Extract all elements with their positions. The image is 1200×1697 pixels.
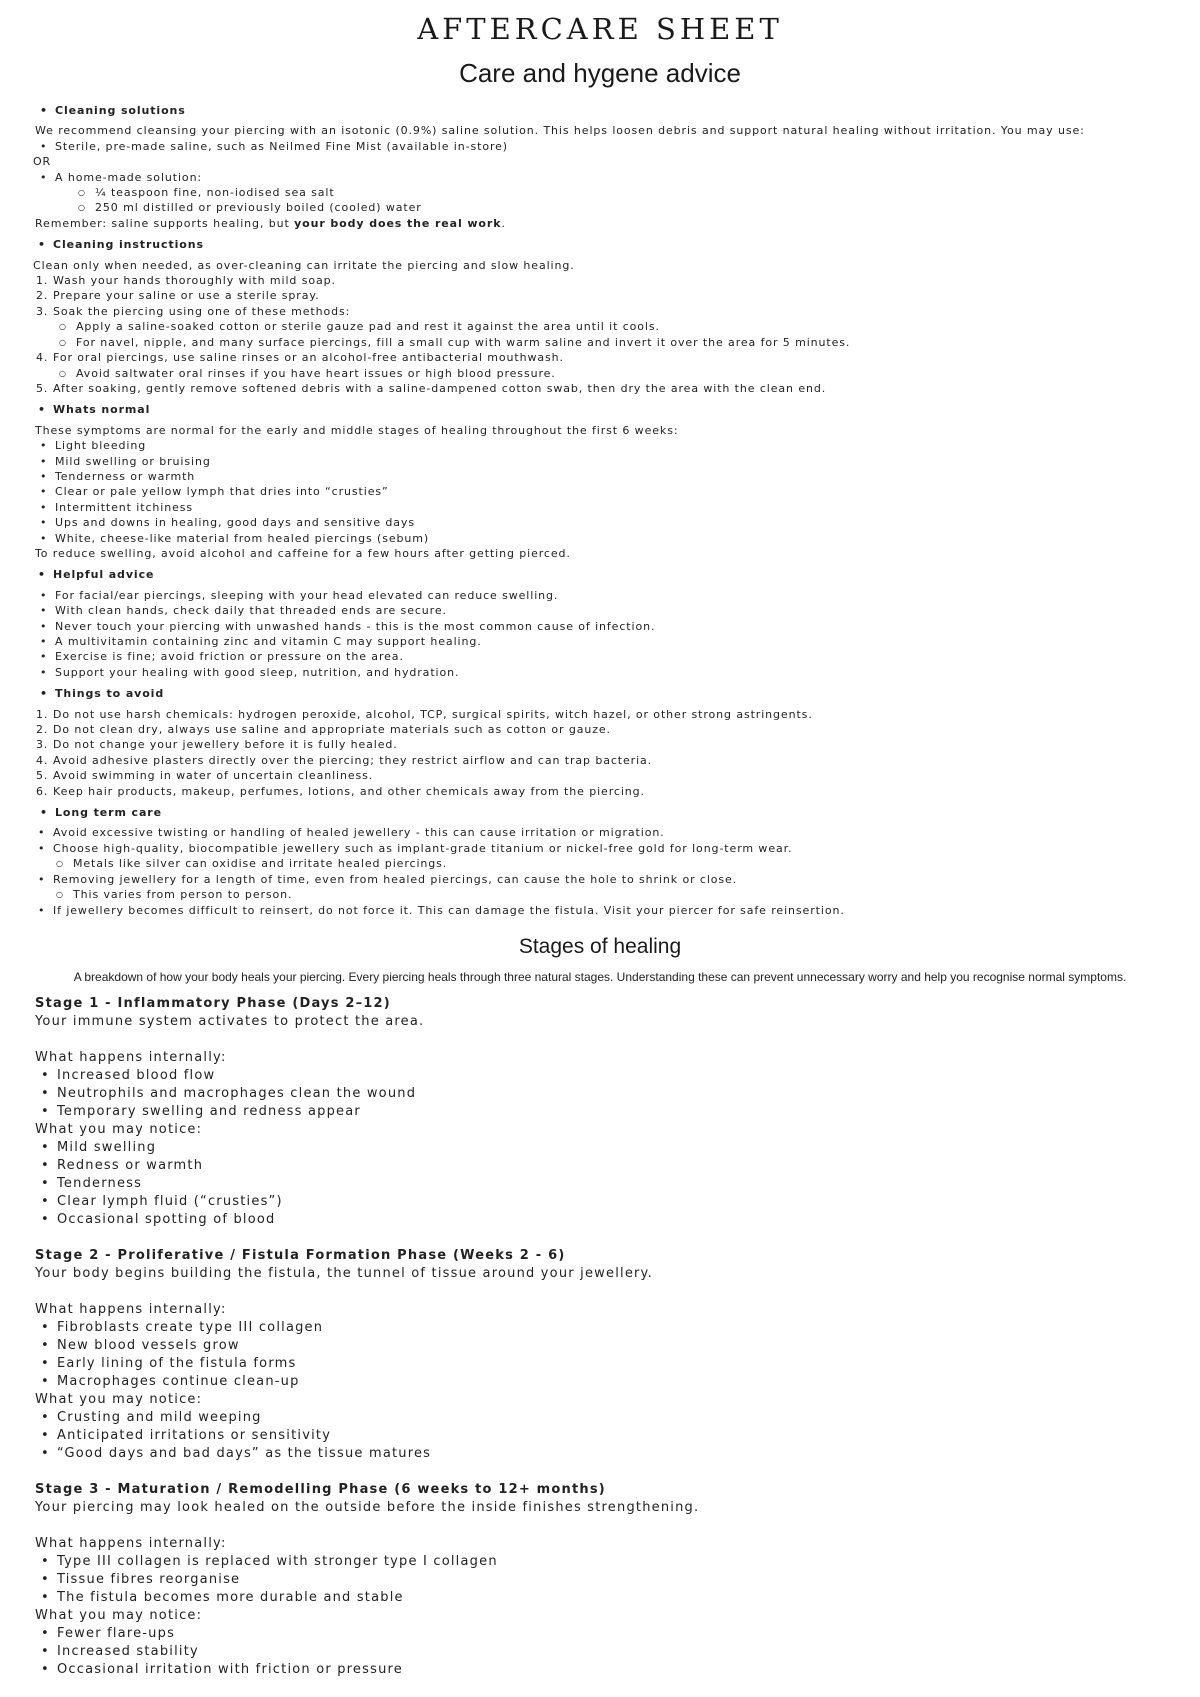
stage-description: Your immune system activates to protect the area. <box>35 1014 425 1029</box>
list-item-text: Choose high-quality, biocompatible jewellery such as implant-grade titanium or nickel-free gold for long-term wear. <box>53 841 793 855</box>
list-item <box>33 872 1175 903</box>
internal-label: What happens internally: <box>35 1302 227 1317</box>
section-cleaning-solutions <box>35 103 1175 231</box>
list-item: • Intermittent itchiness <box>35 500 1175 515</box>
sub-list <box>36 366 1175 381</box>
notice-label: What you may notice: <box>35 1122 203 1137</box>
list-item: • Clear lymph fluid (“crusties”) <box>35 1193 1175 1211</box>
section-heading: • Cleaning solutions <box>35 103 1175 118</box>
list-item: Avoid swimming in water of uncertain cleanliness. <box>53 769 374 783</box>
list-item: • Clear or pale yellow lymph that dries into “crusties” <box>35 484 1175 499</box>
section-whats-normal <box>35 402 1175 561</box>
bullet-list <box>35 170 1175 216</box>
list-item: • Redness or warmth <box>35 1157 1175 1175</box>
notice-label: What you may notice: <box>35 1608 203 1623</box>
list-item-text: Soak the piercing using one of these methods: <box>53 304 351 318</box>
list-item: • Avoid excessive twisting or handling of healed jewellery - this can cause irritation or migration. <box>33 825 1175 840</box>
section-heading: • Whats normal <box>33 402 1175 417</box>
list-item-text: A home-made solution: <box>55 170 203 184</box>
stage-heading: Stage 1 - Inflammatory Phase (Days 2–12) <box>35 996 391 1011</box>
list-item: • Fibroblasts create type III collagen <box>35 1319 1175 1337</box>
list-item: • Tenderness <box>35 1175 1175 1193</box>
sub-list <box>36 319 1175 350</box>
list-item <box>35 350 1175 381</box>
sub-list-item: ○ Metals like silver can oxidise and irritate healed piercings. <box>33 856 1175 871</box>
list-item: Prepare your saline or use a sterile spray. <box>53 289 320 303</box>
list-item: • With clean hands, check daily that threaded ends are secure. <box>35 603 1175 618</box>
list-item: • A multivitamin containing zinc and vitamin C may support healing. <box>35 634 1175 649</box>
sub-list <box>55 185 1175 216</box>
list-item: Do not clean dry, always use saline and appropriate materials such as cotton or gauze. <box>53 723 611 737</box>
notice-list <box>35 1409 1175 1463</box>
section-heading: • Helpful advice <box>33 567 1175 582</box>
list-item: • Crusting and mild weeping <box>35 1409 1175 1427</box>
sub-list-item: ○ ¼ teaspoon fine, non-iodised sea salt <box>55 185 1175 200</box>
section-heading: • Cleaning instructions <box>33 237 1175 252</box>
internal-list <box>35 1067 1175 1121</box>
list-item: • Temporary swelling and redness appear <box>35 1103 1175 1121</box>
bullet-list <box>35 588 1175 680</box>
sub-list-item: ○ This varies from person to person. <box>33 887 1175 902</box>
stage-description: Your body begins building the fistula, the tunnel of tissue around your jewellery. <box>35 1266 653 1281</box>
list-item: Do not use harsh chemicals: hydrogen peroxide, alcohol, TCP, surgical spirits, witch hazel, or other strong astringents. <box>53 707 813 721</box>
section-helpful-advice <box>35 567 1175 680</box>
list-item: • Never touch your piercing with unwashed hands - this is the most common cause of infection. <box>35 619 1175 634</box>
section-long-term-care <box>35 805 1175 918</box>
stage-2 <box>35 1247 1175 1463</box>
sub-list <box>33 856 1175 871</box>
notice-label: What you may notice: <box>35 1392 203 1407</box>
remember-suffix: . <box>501 216 506 230</box>
list-item: • Mild swelling or bruising <box>35 454 1175 469</box>
internal-list <box>35 1553 1175 1607</box>
sub-list <box>33 887 1175 902</box>
notice-list <box>35 1139 1175 1229</box>
list-item: • Increased blood flow <box>35 1067 1175 1085</box>
list-item: • Occasional irritation with friction or pressure <box>35 1661 1175 1679</box>
list-item: • Early lining of the fistula forms <box>35 1355 1175 1373</box>
stage-description: Your piercing may look healed on the outside before the inside finishes strengthening. <box>35 1500 700 1515</box>
or-text: OR <box>33 155 52 169</box>
section-heading: • Long term care <box>35 805 1175 820</box>
list-item: • If jewellery becomes difficult to reinsert, do not force it. This can damage the fistula. Visit your piercer for safe reinsertion. <box>33 903 1175 918</box>
page-title: AFTERCARE SHEET <box>417 12 783 46</box>
remember-bold: your body does the real work <box>294 216 502 230</box>
numbered-list <box>35 273 1175 396</box>
list-item: • Mild swelling <box>35 1139 1175 1157</box>
list-item: Avoid adhesive plasters directly over the piercing; they restrict airflow and can trap bacteria. <box>53 753 653 767</box>
stage-1 <box>35 995 1175 1229</box>
list-item: • Type III collagen is replaced with stronger type I collagen <box>35 1553 1175 1571</box>
list-item: • Tissue fibres reorganise <box>35 1571 1175 1589</box>
bullet-list <box>35 438 1175 546</box>
list-item: • Support your healing with good sleep, nutrition, and hydration. <box>35 665 1175 680</box>
bullet-list <box>35 139 1175 154</box>
list-item: • White, cheese-like material from healed piercings (sebum) <box>35 531 1175 546</box>
section-things-to-avoid <box>35 686 1175 799</box>
list-item-text: Removing jewellery for a length of time, even from healed piercings, can cause the hole to shrink or close. <box>53 872 738 886</box>
remember-prefix: Remember: saline supports healing, but <box>35 216 295 230</box>
sub-list-item: ○ 250 ml distilled or previously boiled (cooled) water <box>55 200 1175 215</box>
list-item: • “Good days and bad days” as the tissue matures <box>35 1445 1175 1463</box>
section-outro: To reduce swelling, avoid alcohol and caffeine for a few hours after getting pierced. <box>35 546 571 560</box>
list-item: • Tenderness or warmth <box>35 469 1175 484</box>
list-item: • Neutrophils and macrophages clean the wound <box>35 1085 1175 1103</box>
list-item: • Increased stability <box>35 1643 1175 1661</box>
list-item: • Light bleeding <box>35 438 1175 453</box>
remember-note <box>35 216 1175 231</box>
list-item: Do not change your jewellery before it is fully healed. <box>53 738 398 752</box>
list-item: • Sterile, pre-made saline, such as Neilmed Fine Mist (available in-store) <box>35 139 1175 154</box>
stage-3 <box>35 1481 1175 1679</box>
stages-title: Stages of healing <box>518 935 682 958</box>
list-item <box>35 170 1175 216</box>
list-item: • Ups and downs in healing, good days and sensitive days <box>35 515 1175 530</box>
stages-of-healing <box>35 995 1175 1697</box>
list-item: • Anticipated irritations or sensitivity <box>35 1427 1175 1445</box>
bullet-list <box>33 825 1175 917</box>
care-advice <box>35 103 1175 924</box>
page-subtitle: Care and hygene advice <box>459 58 741 88</box>
list-item: Keep hair products, makeup, perfumes, lotions, and other chemicals away from the piercing. <box>53 784 645 798</box>
list-item: • Occasional spotting of blood <box>35 1211 1175 1229</box>
stage-heading: Stage 3 - Maturation / Remodelling Phase (6 weeks to 12+ months) <box>35 1482 606 1497</box>
list-item: • Macrophages continue clean-up <box>35 1373 1175 1391</box>
list-item: • The fistula becomes more durable and stable <box>35 1589 1175 1607</box>
internal-list <box>35 1319 1175 1391</box>
sub-list-item: ○ For navel, nipple, and many surface piercings, fill a small cup with warm saline and invert it over the area for 5 minutes. <box>36 335 1175 350</box>
numbered-list <box>35 707 1175 799</box>
section-intro: These symptoms are normal for the early and middle stages of healing throughout the first 6 weeks: <box>35 423 679 437</box>
section-intro: Clean only when needed, as over-cleaning can irritate the piercing and slow healing. <box>33 258 575 272</box>
section-heading: • Things to avoid <box>35 686 1175 701</box>
internal-label: What happens internally: <box>35 1536 227 1551</box>
list-item-text: For oral piercings, use saline rinses or an alcohol-free antibacterial mouthwash. <box>53 351 564 365</box>
list-item: • Fewer flare-ups <box>35 1625 1175 1643</box>
list-item: • Exercise is fine; avoid friction or pressure on the area. <box>35 649 1175 664</box>
list-item: • New blood vessels grow <box>35 1337 1175 1355</box>
list-item: • For facial/ear piercings, sleeping with your head elevated can reduce swelling. <box>35 588 1175 603</box>
stage-heading: Stage 2 - Proliferative / Fistula Formation Phase (Weeks 2 - 6) <box>35 1248 566 1263</box>
notice-list <box>35 1625 1175 1679</box>
list-item: Wash your hands thoroughly with mild soap. <box>53 274 336 288</box>
sub-list-item: ○ Apply a saline-soaked cotton or sterile gauze pad and rest it against the area until it cools. <box>36 319 1175 334</box>
sub-list-item: ○ Avoid saltwater oral rinses if you have heart issues or high blood pressure. <box>36 366 1175 381</box>
list-item <box>33 841 1175 872</box>
section-intro: We recommend cleansing your piercing with an isotonic (0.9%) saline solution. This helps loosen debris and support natural healing without irritation. You may use: <box>35 124 1085 138</box>
stages-intro: A breakdown of how your body heals your piercing. Every piercing heals through three natural stages. Understanding these can prevent unnecessary worry and help you recognise normal symptoms. <box>73 970 1127 984</box>
section-cleaning-instructions <box>35 237 1175 396</box>
list-item: After soaking, gently remove softened debris with a saline-dampened cotton swab, then dry the area with the clean end. <box>53 381 827 395</box>
internal-label: What happens internally: <box>35 1050 227 1065</box>
list-item <box>35 304 1175 350</box>
